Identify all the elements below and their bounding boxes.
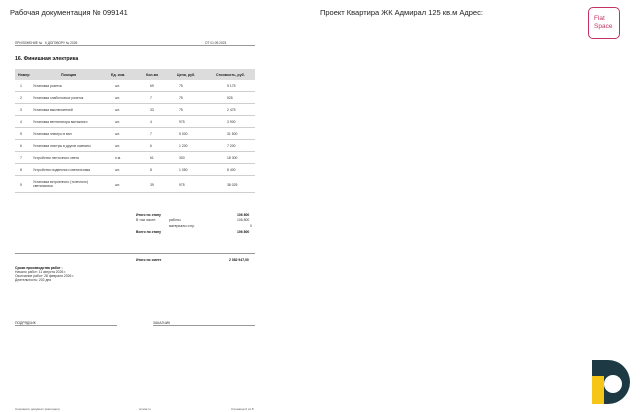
flat-space-logo: [588, 7, 620, 39]
cell-position: Установка люстры в другие комнаты: [33, 144, 91, 148]
cell-position: Установка электро в вал: [33, 132, 72, 136]
footer-left: Сохраните документ (ежегодно): [15, 407, 60, 411]
cell-position: Устройство ленточного света: [33, 156, 79, 160]
cell-number: 7: [20, 156, 22, 160]
footer-center: smeta.ru: [139, 407, 151, 411]
cell-unit: шт.: [115, 144, 120, 148]
cell-position: Устройство подвесного светильника: [33, 168, 91, 172]
meta-date: ОТ 01.09.2023: [205, 41, 227, 45]
cell-unit: шт.: [115, 132, 120, 136]
table-row: [15, 104, 255, 116]
cell-price: 75: [179, 84, 183, 88]
cell-qty: 39: [150, 183, 154, 187]
customer-signature-line: [153, 325, 255, 326]
cell-number: 6: [20, 144, 22, 148]
cell-number: 1: [20, 84, 22, 88]
cell-unit: п.м.: [115, 156, 122, 160]
cell-unit: шт.: [115, 96, 120, 100]
materials-value: 0: [250, 224, 252, 228]
cell-qty: 61: [150, 156, 154, 160]
cell-cost: 38 025: [227, 183, 238, 187]
contractor-label: ПОДРЯДЧИК: [15, 321, 36, 325]
cell-cost: 5 175: [227, 84, 236, 88]
table-row: [15, 176, 255, 193]
cell-qty: 4: [150, 120, 152, 124]
cell-qty: 6: [150, 144, 152, 148]
cell-unit: шт.: [115, 120, 120, 124]
meta-appendix: ПРИЛОЖЕНИЕ №: [15, 41, 43, 45]
cell-price: 75: [179, 108, 183, 112]
estimate-divider: [15, 253, 255, 254]
brand-mark-icon: [586, 356, 636, 408]
cell-price: 75: [179, 96, 183, 100]
cell-unit: шт.: [115, 108, 120, 112]
logo-line1: Flat: [594, 15, 605, 22]
logo-line2: Space: [594, 23, 613, 30]
cell-qty: 69: [150, 84, 154, 88]
doc-title: Рабочая документация № 099141: [10, 8, 128, 17]
estimate-total-value: 2 082 947,00: [229, 258, 249, 262]
cell-cost: 3 900: [227, 120, 236, 124]
cell-number: 2: [20, 96, 22, 100]
cell-qty: 7: [150, 96, 152, 100]
contractor-signature-line: [15, 325, 117, 326]
col-number: Номер: [18, 73, 30, 77]
schedule-end: Окончание работ: 28 февраля 2026 г.: [15, 274, 75, 278]
cell-number: 3: [20, 108, 22, 112]
works-value: 106 800: [237, 218, 250, 222]
project-title: Проект Квартира ЖК Адмирал 125 кв.м Адрес:: [320, 8, 483, 17]
cell-position: Установка вентилятора вытяжного: [33, 120, 88, 124]
cell-position: Установка встроенного (точечного) светильника: [33, 180, 88, 188]
table-row: [15, 128, 255, 140]
cell-qty: 8: [150, 168, 152, 172]
schedule-title: Сроки производства работ :: [15, 266, 63, 270]
all-total-value: 106 800: [237, 230, 250, 234]
table-row: [15, 80, 255, 92]
estimate-total-label: Итого по смете: [136, 258, 162, 262]
schedule-start: Начало работ: 11 августа 2026 г.: [15, 270, 67, 274]
cell-number: 4: [20, 120, 22, 124]
schedule-duration: Длительность: 202 дня: [15, 278, 52, 282]
cell-number: 9: [20, 183, 22, 187]
col-qty: Кол-во: [146, 73, 159, 77]
table-header: [15, 69, 255, 80]
estimate-table: [15, 69, 255, 193]
cell-unit: шт.: [115, 183, 120, 187]
stage-total-label: Итого по этапу: [136, 213, 161, 217]
meta-contract: К ДОГОВОРУ № 2026: [45, 41, 78, 45]
cell-position: Установка выключателей: [33, 108, 73, 112]
col-price: Цена, руб.: [177, 73, 196, 77]
table-row: [15, 152, 255, 164]
table-row: [15, 140, 255, 152]
cell-cost: 8 400: [227, 168, 236, 172]
cell-qty: 33: [150, 108, 154, 112]
cell-cost: 525: [227, 96, 233, 100]
cell-number: 5: [20, 132, 22, 136]
works-label: работы: [169, 218, 181, 222]
cell-cost: 2 475: [227, 108, 236, 112]
section-title: 16. Финишная электрика: [15, 56, 79, 62]
top-divider: [15, 45, 255, 46]
cell-price: 300: [179, 156, 185, 160]
cell-position: Установка розеток: [33, 84, 62, 88]
stage-total-value: 106 800: [237, 213, 250, 217]
cell-unit: шт.: [115, 168, 120, 172]
col-unit: Ед. изм.: [111, 73, 126, 77]
all-total-label: Всего по этапу: [136, 230, 161, 234]
cell-cost: 7 200: [227, 144, 236, 148]
customer-label: ЗАКАЗЧИК: [153, 321, 171, 325]
cell-qty: 7: [150, 132, 152, 136]
incl-label: В том числе:: [136, 218, 157, 222]
table-row: [15, 164, 255, 176]
col-cost: Стоимость, руб.: [216, 73, 245, 77]
col-position: Позиция: [61, 73, 77, 77]
cell-price: 1 200: [179, 144, 188, 148]
cell-unit: шт.: [115, 84, 120, 88]
cell-price: 975: [179, 120, 185, 124]
table-row: [15, 92, 255, 104]
table-row: [15, 116, 255, 128]
cell-price: 5 000: [179, 132, 188, 136]
materials-label: материалы и пр.: [169, 224, 196, 228]
table-body: [15, 80, 255, 193]
cell-cost: 18 300: [227, 156, 238, 160]
cell-cost: 31 500: [227, 132, 238, 136]
cell-price: 1 050: [179, 168, 188, 172]
cell-price: 975: [179, 183, 185, 187]
cell-number: 8: [20, 168, 22, 172]
footer-page: Страница 6 из 8: [231, 407, 254, 411]
cell-position: Установка слаботочных розеток: [33, 96, 84, 100]
